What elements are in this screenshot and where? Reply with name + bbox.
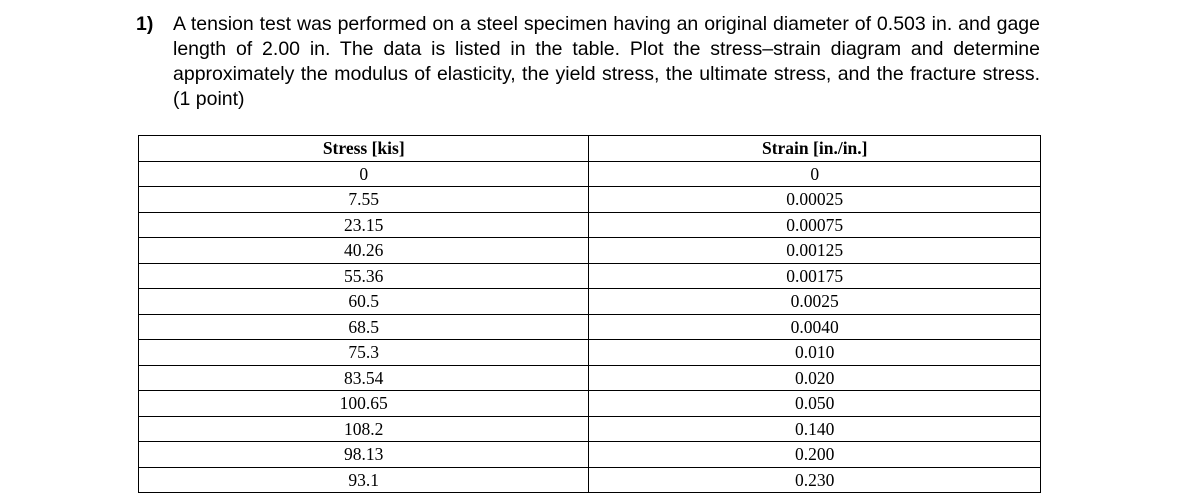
stress-cell: 83.54 bbox=[139, 365, 589, 391]
table-body bbox=[139, 161, 1041, 493]
strain-cell: 0.200 bbox=[589, 442, 1041, 468]
problem-statement bbox=[136, 12, 1040, 112]
strain-cell: 0.230 bbox=[589, 467, 1041, 493]
stress-cell: 98.13 bbox=[139, 442, 589, 468]
table-row bbox=[139, 391, 1041, 417]
strain-cell: 0.00025 bbox=[589, 187, 1041, 213]
strain-cell: 0.00175 bbox=[589, 263, 1041, 289]
stress-cell: 75.3 bbox=[139, 340, 589, 366]
table-row bbox=[139, 314, 1041, 340]
stress-cell: 7.55 bbox=[139, 187, 589, 213]
stress-cell: 108.2 bbox=[139, 416, 589, 442]
table-row bbox=[139, 187, 1041, 213]
table-row bbox=[139, 212, 1041, 238]
table-header-row bbox=[139, 136, 1041, 162]
table-row bbox=[139, 467, 1041, 493]
strain-cell: 0.00125 bbox=[589, 238, 1041, 264]
stress-cell: 55.36 bbox=[139, 263, 589, 289]
table-row bbox=[139, 416, 1041, 442]
strain-cell: 0.0040 bbox=[589, 314, 1041, 340]
stress-cell: 100.65 bbox=[139, 391, 589, 417]
header-strain: Strain [in./in.] bbox=[589, 136, 1041, 162]
problem-text: A tension test was performed on a steel specimen having an original diameter of 0.503 in. and gage length of 2.00 in. The data is listed in the table. Plot the stress–strain diagram and determine approximately the modulus of elasticity, the yield stress, the ultimate stress, and the fracture stress. (1 point) bbox=[173, 13, 1040, 110]
problem-number: 1) bbox=[136, 13, 154, 35]
stress-cell: 68.5 bbox=[139, 314, 589, 340]
strain-cell: 0.140 bbox=[589, 416, 1041, 442]
stress-cell: 93.1 bbox=[139, 467, 589, 493]
stress-cell: 23.15 bbox=[139, 212, 589, 238]
table-row bbox=[139, 340, 1041, 366]
table-row bbox=[139, 442, 1041, 468]
stress-cell: 0 bbox=[139, 161, 589, 187]
table-row bbox=[139, 365, 1041, 391]
stress-cell: 40.26 bbox=[139, 238, 589, 264]
stress-strain-table bbox=[138, 135, 1041, 493]
strain-cell: 0.050 bbox=[589, 391, 1041, 417]
table-row bbox=[139, 289, 1041, 315]
table-row bbox=[139, 161, 1041, 187]
strain-cell: 0.020 bbox=[589, 365, 1041, 391]
stress-cell: 60.5 bbox=[139, 289, 589, 315]
table-row bbox=[139, 263, 1041, 289]
header-stress: Stress [kis] bbox=[139, 136, 589, 162]
strain-cell: 0.0025 bbox=[589, 289, 1041, 315]
table-row bbox=[139, 238, 1041, 264]
strain-cell: 0 bbox=[589, 161, 1041, 187]
strain-cell: 0.00075 bbox=[589, 212, 1041, 238]
strain-cell: 0.010 bbox=[589, 340, 1041, 366]
